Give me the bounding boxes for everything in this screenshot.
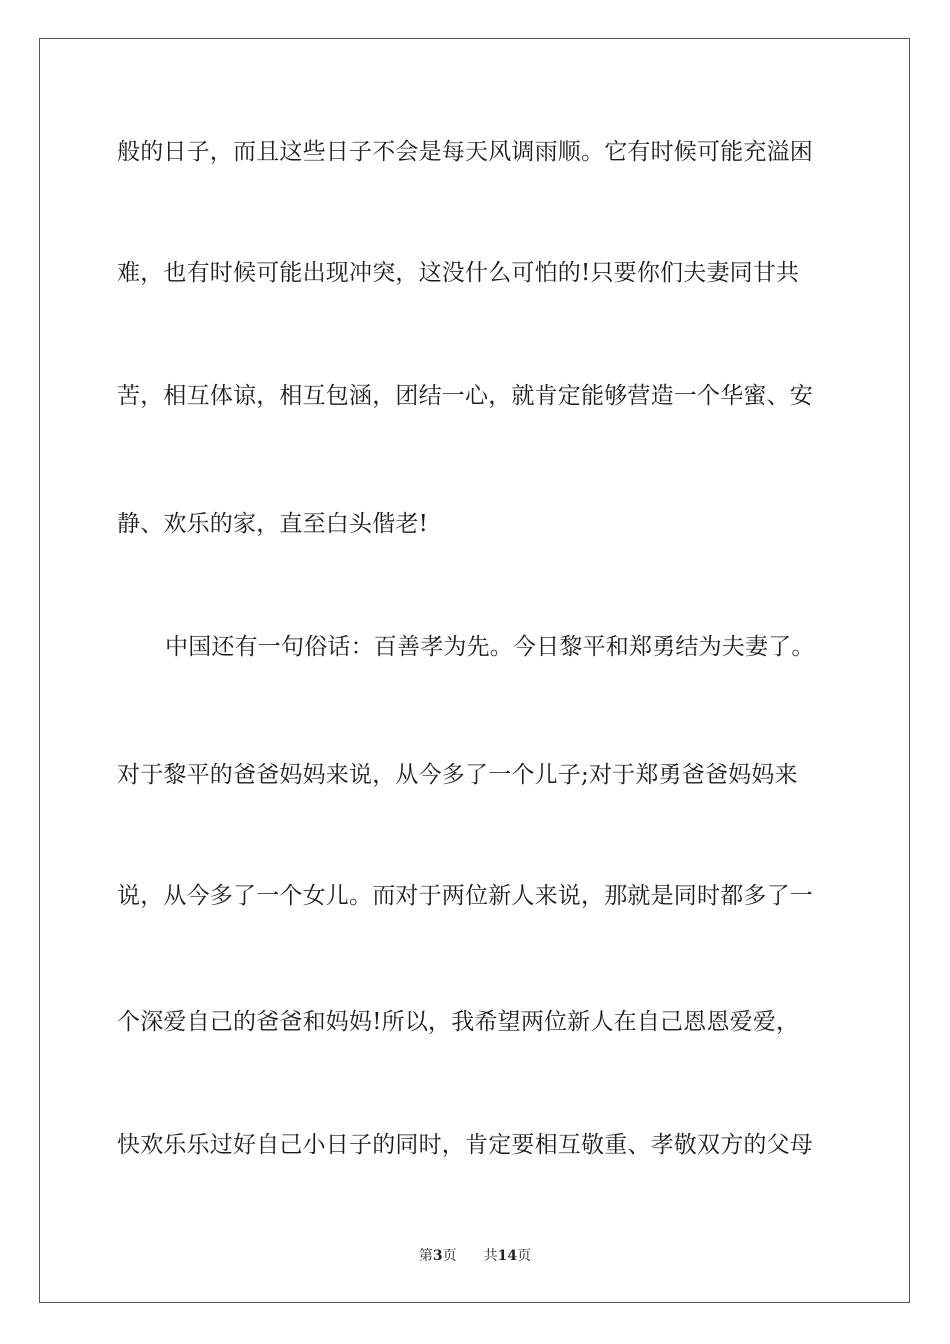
text-line: 个深爱自己的爸爸和妈妈!所以，我希望两位新人在自己恩恩爱爱， bbox=[117, 1009, 800, 1035]
text-line: 快欢乐乐过好自己小日子的同时，肯定要相互敬重、孝敬双方的父母 bbox=[117, 1132, 813, 1158]
total-pages: 共14页 bbox=[483, 1248, 532, 1264]
text-line: 难，也有时候可能出现冲突，这没什么可怕的!只要你们夫妻同甘共 bbox=[117, 260, 800, 286]
paragraph-first-line: 中国还有一句俗话：百善孝为先。今日黎平和郑勇结为夫妻了。 bbox=[165, 634, 815, 660]
text-line: 般的日子，而且这些日子不会是每天风调雨顺。它有时候可能充溢困 bbox=[117, 139, 813, 165]
text-line: 静、欢乐的家，直至白头偕老! bbox=[117, 511, 429, 537]
page-footer bbox=[0, 1247, 950, 1265]
text-line: 对于黎平的爸爸妈妈来说，从今多了一个儿子;对于郑勇爸爸妈妈来 bbox=[117, 762, 798, 788]
text-line: 说，从今多了一个女儿。而对于两位新人来说，那就是同时都多了一 bbox=[117, 883, 813, 909]
page-number: 第3页 bbox=[418, 1248, 457, 1264]
text-line: 苦，相互体谅，相互包涵，团结一心，就肯定能够营造一个华蜜、安 bbox=[117, 383, 813, 409]
page-border bbox=[39, 38, 910, 1303]
